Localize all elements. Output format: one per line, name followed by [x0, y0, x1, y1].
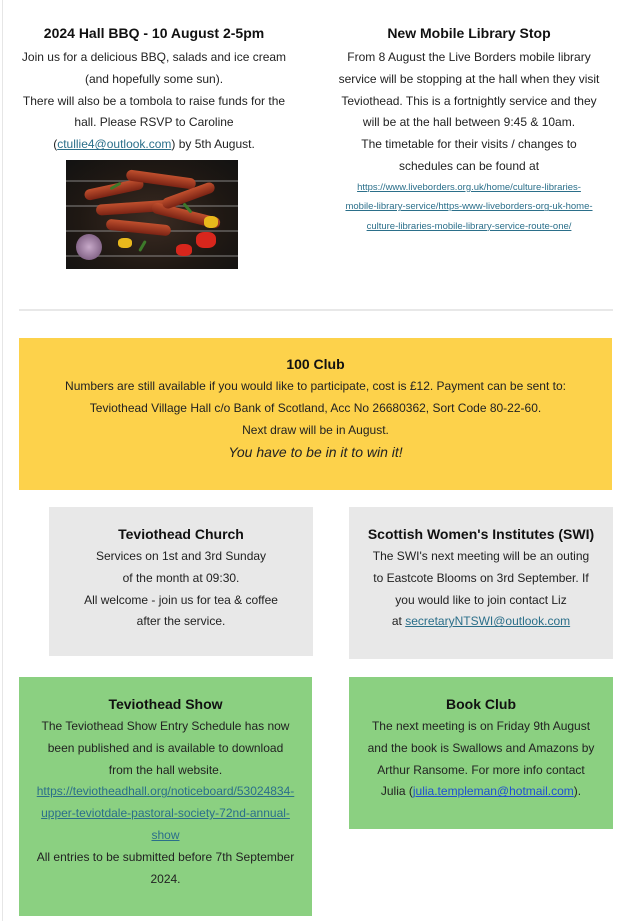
show-url-link-3[interactable]: show	[151, 827, 180, 842]
library-section	[334, 25, 604, 236]
bookclub-email-link[interactable]: julia.templeman@hotmail.com	[412, 784, 574, 799]
bbq-email-link[interactable]: ctullie4@outlook.com	[57, 137, 172, 152]
club100-line-3: Next draw will be in August.	[242, 422, 389, 437]
show-line-1: The Teviothead Show Entry Schedule has now	[41, 719, 290, 733]
show-line-2: been published and is available to download	[47, 740, 284, 755]
bookclub-section	[349, 677, 613, 829]
show-title: Teviothead Show	[108, 696, 223, 712]
club100-line-1: Numbers are still available if you would like to participate, cost is £12. Payment can be sent to:	[65, 379, 566, 393]
library-line-2: service will be stopping at the hall when they visit	[338, 71, 600, 86]
swi-section	[349, 507, 613, 659]
library-title: New Mobile Library Stop	[387, 25, 551, 41]
show-line-4: All entries to be submitted before 7th September	[36, 849, 295, 864]
library-line-4: will be at the hall between 9:45 & 10am.	[362, 115, 576, 130]
church-title: Teviothead Church	[118, 526, 244, 542]
library-url-line-1	[334, 178, 604, 198]
show-url-line-2	[19, 803, 312, 825]
bbq-section	[15, 25, 293, 156]
church-line-3: All welcome - join us for tea & coffee	[84, 592, 278, 607]
swi-title: Scottish Women's Institutes (SWI)	[367, 526, 595, 542]
bbq-grill-image	[66, 160, 238, 269]
show-url-line-3	[19, 825, 312, 847]
bbq-line-4: hall. Please RSVP to Caroline	[74, 115, 234, 130]
swi-line-1: The SWI's next meeting will be an outing	[372, 549, 590, 563]
swi-email-link[interactable]: secretaryNTSWI@outlook.com	[405, 614, 571, 629]
bookclub-line-2: and the book is Swallows and Amazons by	[367, 740, 595, 755]
page-left-border	[2, 0, 3, 921]
church-section	[49, 507, 313, 656]
bookclub-line-4: Julia (julia.templeman@hotmail.com).	[380, 784, 582, 799]
show-line-3: from the hall website.	[108, 762, 223, 777]
bookclub-line-1: The next meeting is on Friday 9th August	[371, 719, 591, 733]
church-line-4: after the service.	[136, 614, 226, 629]
library-url-line-2	[334, 197, 604, 217]
show-url-link-1[interactable]: https://teviotheadhall.org/noticeboard/53024834-	[36, 784, 295, 799]
bbq-line-5: (ctullie4@outlook.com) by 5th August.	[53, 137, 255, 152]
show-url-link-2[interactable]: upper-teviotdale-pastoral-society-72nd-annual-	[41, 806, 290, 821]
swi-line-2: to Eastcote Blooms on 3rd September. If	[373, 570, 589, 585]
show-section	[19, 677, 312, 916]
library-line-3: Teviothead. This is a fortnightly service and they	[341, 93, 597, 108]
show-url-line-1	[19, 781, 312, 803]
library-line-1: From 8 August the Live Borders mobile library	[347, 50, 591, 64]
club100-section	[19, 338, 612, 490]
library-url-link-2[interactable]: mobile-library-service/https-www-liveborders-org-uk-home-	[345, 201, 593, 213]
library-url-link-3[interactable]: culture-libraries-mobile-library-service-route-one/	[366, 220, 572, 232]
bbq-line-3: There will also be a tombola to raise funds for the	[22, 93, 286, 108]
club100-title: 100 Club	[286, 356, 345, 372]
bookclub-title: Book Club	[446, 696, 516, 712]
club100-tagline: You have to be in it to win it!	[228, 444, 403, 461]
library-url-line-3	[334, 217, 604, 237]
library-url-link-1[interactable]: https://www.liveborders.org.uk/home/culture-libraries-	[357, 181, 581, 193]
swi-line-4: at secretaryNTSWI@outlook.com	[391, 614, 571, 629]
library-line-5: The timetable for their visits / changes to	[361, 137, 577, 152]
church-line-1: Services on 1st and 3rd Sunday	[95, 549, 267, 563]
swi-line-3: you would like to join contact Liz	[395, 592, 567, 607]
bookclub-line-3: Arthur Ransome. For more info contact	[377, 762, 585, 777]
bbq-line-1: Join us for a delicious BBQ, salads and ice cream	[21, 50, 287, 64]
show-line-5: 2024.	[150, 871, 181, 886]
bbq-line-2: (and hopefully some sun).	[84, 71, 224, 86]
section-divider	[19, 309, 613, 311]
club100-line-2: Teviothead Village Hall c/o Bank of Scotland, Acc No 26680362, Sort Code 80-22-60.	[89, 400, 542, 415]
bbq-title: 2024 Hall BBQ - 10 August 2-5pm	[43, 25, 265, 41]
church-line-2: of the month at 09:30.	[122, 570, 240, 585]
library-line-6: schedules can be found at	[398, 158, 540, 173]
